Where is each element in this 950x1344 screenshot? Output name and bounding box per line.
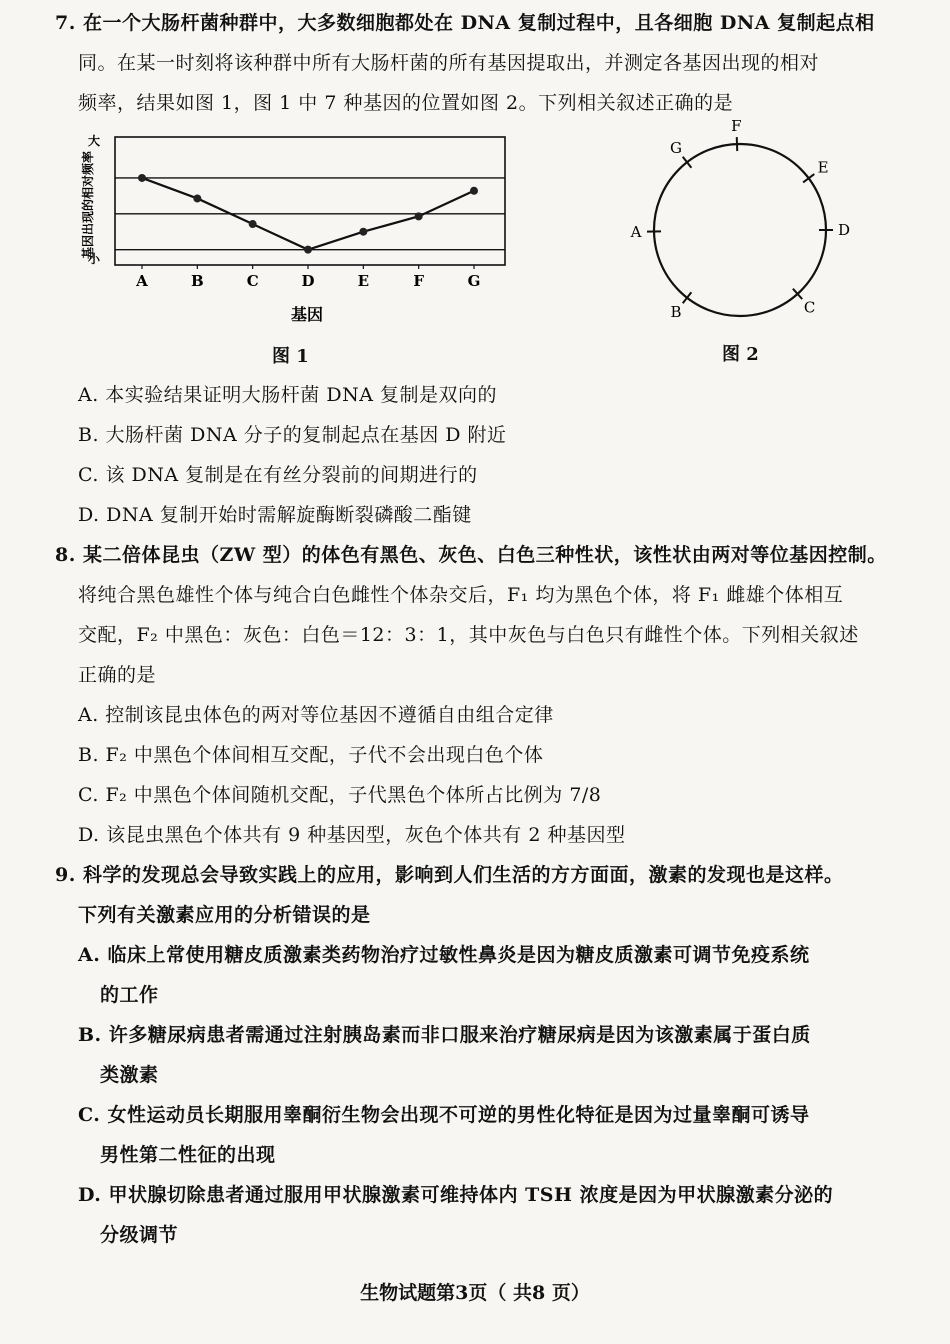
x-tick-label-E: E [357, 272, 370, 290]
data-point-B [193, 194, 201, 202]
x-tick-label-G: G [467, 272, 481, 290]
q9-stem-line-2: 下列有关激素应用的分析错误的是 [78, 904, 371, 926]
figure-2-caption: 图 2 [722, 344, 759, 365]
x-tick-label-B: B [190, 272, 204, 290]
data-point-C [249, 220, 257, 228]
q8-stem-line-4: 正确的是 [78, 664, 157, 686]
q8-option-d: D. 该昆虫黑色个体共有 9 种基因型，灰色个体共有 2 种基因型 [78, 824, 626, 846]
q7-option-a: A. 本实验结果证明大肠杆菌 DNA 复制是双向的 [78, 384, 497, 406]
figure-1-chart [70, 125, 510, 340]
data-point-A [138, 174, 146, 182]
y-axis-title: 基因出现的相对频率 [81, 150, 95, 260]
x-tick-label-C: C [246, 272, 259, 290]
q9-option-c-cont: 男性第二性征的出现 [100, 1144, 276, 1166]
circular-chromosome [654, 144, 826, 316]
q8-option-b: B. F₂ 中黑色个体间相互交配，子代不会出现白色个体 [78, 744, 544, 766]
data-point-E [359, 228, 367, 236]
q8-stem-line-2: 将纯合黑色雄性个体与纯合白色雌性个体杂交后，F₁ 均为黑色个体，将 F₁ 雌雄个体相互 [78, 584, 844, 606]
q9-option-b-cont: 类激素 [100, 1064, 159, 1086]
q9-option-a-cont: 的工作 [100, 984, 159, 1006]
gene-label-C: C [803, 298, 816, 317]
gene-tick-E [803, 174, 814, 182]
page-footer: 生物试题第3页（ 共8 页） [360, 1282, 590, 1304]
q8-stem-line-1: 8. 某二倍体昆虫（ZW 型）的体色有黑色、灰色、白色三种性状，该性状由两对等位基因控制。 [55, 544, 887, 566]
gene-label-A: A [630, 222, 642, 241]
x-tick-label-A: A [136, 272, 148, 290]
q9-option-b: B. 许多糖尿病患者需通过注射胰岛素而非口服来治疗糖尿病是因为该激素属于蛋白质 [78, 1024, 811, 1046]
q9-option-a: A. 临床上常使用糖皮质激素类药物治疗过敏性鼻炎是因为糖皮质激素可调节免疫系统 [78, 944, 810, 966]
data-point-G [470, 187, 478, 195]
q7-stem-line-3: 频率，结果如图 1，图 1 中 7 种基因的位置如图 2。下列相关叙述正确的是 [78, 92, 734, 114]
q7-option-b: B. 大肠杆菌 DNA 分子的复制起点在基因 D 附近 [78, 424, 507, 446]
figure-1-caption: 图 1 [272, 346, 309, 367]
q8-option-a: A. 控制该昆虫体色的两对等位基因不遵循自由组合定律 [78, 704, 554, 726]
data-point-D [304, 246, 312, 254]
data-point-F [415, 212, 423, 220]
q9-stem-line-1: 9. 科学的发现总会导致实践上的应用，影响到人们生活的方方面面，激素的发现也是这样。 [55, 864, 844, 886]
q9-option-d: D. 甲状腺切除患者通过服用甲状腺激素可维持体内 TSH 浓度是因为甲状腺激素分泌的 [78, 1184, 834, 1206]
q8-stem-line-3: 交配，F₂ 中黑色：灰色：白色＝12：3：1，其中灰色与白色只有雌性个体。下列相关叙述 [78, 624, 859, 646]
gene-label-F: F [731, 120, 742, 136]
y-axis-min-label: 小 [87, 252, 101, 266]
q7-option-d: D. DNA 复制开始时需解旋酶断裂磷酸二酯键 [78, 504, 472, 526]
x-tick-label-D: D [301, 272, 315, 290]
q7-stem-line-1: 7. 在一个大肠杆菌种群中，大多数细胞都处在 DNA 复制过程中，且各细胞 DNA 复制起点相 [55, 12, 875, 34]
figure-2-circular-dna [620, 120, 860, 335]
gene-label-E: E [817, 158, 829, 177]
q9-option-d-cont: 分级调节 [100, 1224, 179, 1246]
gene-label-B: B [670, 302, 682, 321]
q7-stem-line-2: 同。在某一时刻将该种群中所有大肠杆菌的所有基因提取出，并测定各基因出现的相对 [78, 52, 820, 74]
plot-frame [115, 137, 505, 265]
x-tick-label-F: F [413, 272, 424, 290]
gene-label-D: D [837, 221, 851, 239]
y-axis-max-label: 大 [87, 134, 101, 148]
q8-option-c: C. F₂ 中黑色个体间随机交配，子代黑色个体所占比例为 7/8 [78, 784, 602, 806]
x-axis-title: 基因 [290, 305, 324, 324]
gene-label-G: G [669, 139, 682, 158]
q9-option-c: C. 女性运动员长期服用睾酮衍生物会出现不可逆的男性化特征是因为过量睾酮可诱导 [78, 1104, 810, 1126]
q7-option-c: C. 该 DNA 复制是在有丝分裂前的间期进行的 [78, 464, 478, 486]
